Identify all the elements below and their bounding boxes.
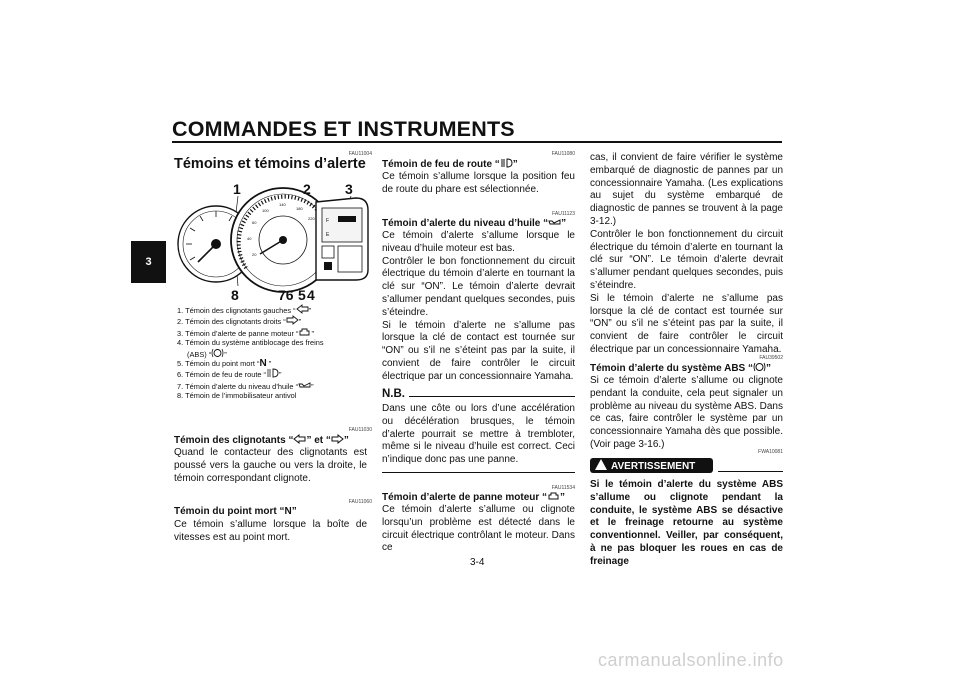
high-beam-icon xyxy=(266,368,279,378)
figure-callout-4: 4 xyxy=(307,287,315,303)
legend-item: 6. Témoin de feu de route “ ” xyxy=(177,370,282,380)
oil-level-icon xyxy=(548,217,561,227)
svg-text:60: 60 xyxy=(252,220,257,225)
right-arrow-icon xyxy=(331,434,344,444)
figure-callout-5: 5 xyxy=(298,287,306,303)
abs-title: Témoin d’alerte du système ABS “ ” xyxy=(590,363,772,374)
turn-signal-title: Témoin des clignotants “ ” et “ ” xyxy=(174,435,349,446)
abs-text: Si ce témoin d’alerte s’allume ou clignote pendant la conduite, cela peut signaler un problème au niveau du système ABS. Dans ce cas, faire contrôler le système par un concessionnaire Yamaha dès que possible. (Voir page 3-16.) xyxy=(590,375,783,450)
svg-text:20: 20 xyxy=(252,252,257,257)
note-label: N.B. xyxy=(382,388,405,400)
legend-item: 3. Témoin d’alerte de panne moteur “ ” xyxy=(177,328,314,338)
oil-level-title: Témoin d’alerte du niveau d’huile “ ” xyxy=(382,218,567,229)
chapter-tab: 3 xyxy=(131,241,166,283)
warning-label-box: AVERTISSEMENT xyxy=(590,458,713,473)
warning-text: Si le témoin d’alerte du système ABS s’allume ou clignote pendant la conduite, le système ABS se désactive et le freinage retourne au système conventionnel. Veiller, par conséquent, à ne pas bloquer les roues en cas de freinage xyxy=(590,479,783,567)
ref-code: FAU11123 xyxy=(552,211,575,217)
ref-code: FAU11534 xyxy=(551,485,575,491)
abs-icon xyxy=(211,348,224,358)
high-beam-title: Témoin de feu de route “ ” xyxy=(382,159,518,170)
neutral-icon: N xyxy=(259,358,267,370)
legend-item: 8. Témoin de l’immobilisateur antivol xyxy=(177,391,297,401)
right-arrow-icon xyxy=(286,315,299,325)
engine-trouble-title: Témoin d’alerte de panne moteur “ ” xyxy=(382,492,566,503)
high-beam-text: Ce témoin s’allume lorsque la position feu de route du phare est sélectionnée. xyxy=(382,171,575,195)
page-number: 3-4 xyxy=(470,557,485,568)
ref-code: FAU39502 xyxy=(759,355,783,361)
header-rule xyxy=(172,141,782,143)
ref-code: FWA10081 xyxy=(758,449,783,455)
engine-trouble-text-continued: cas, il convient de faire vérifier le système embarqué de diagnostic de pannes par un concessionnaire Yamaha. (Les explications au sujet du système embarqué de diagnostic de pannes se trouvent à la page 3-12.) Contrôler le bon fonctionnement du circuit électrique du témoin d’alerte en tournant la clé sur “ON”. Le témoin d’alerte devrait s’allumer pendant quelques secondes, puis s’éteindre. Si le témoin d’alerte ne s’allume pas lorsque la clé de contact est tournée sur “ON” ou s’il ne s’éteint pas par la suite, il convient de faire contrôler le circuit électrique par un concessionnaire Yamaha. xyxy=(590,152,783,355)
figure-callout-2: 2 xyxy=(303,181,311,197)
engine-icon xyxy=(298,327,311,337)
page-header-title: COMMANDES ET INSTRUMENTS xyxy=(172,117,515,141)
warning-triangle-icon xyxy=(595,459,607,470)
neutral-title: Témoin du point mort “N” xyxy=(174,506,297,517)
svg-text:E: E xyxy=(326,232,330,238)
svg-text:100: 100 xyxy=(262,208,269,213)
section-title: Témoins et témoins d’alerte xyxy=(174,156,366,172)
legend-item: 2. Témoin des clignotants droits “ ” xyxy=(177,317,302,327)
svg-text:180: 180 xyxy=(296,206,303,211)
left-arrow-icon xyxy=(296,304,309,314)
warning-rule xyxy=(718,471,783,472)
note-box xyxy=(382,388,575,473)
ref-code: FAU11060 xyxy=(348,499,372,505)
ref-code: FAU11004 xyxy=(348,151,372,157)
svg-text:F: F xyxy=(326,218,330,224)
svg-text:140: 140 xyxy=(279,202,286,207)
ref-code: FAU11030 xyxy=(348,427,372,433)
engine-trouble-text: Ce témoin d’alerte s’allume ou clignote lorsqu’un problème est détecté dans le circuit électrique contrôlant le moteur. Dans ce xyxy=(382,504,575,554)
figure-callout-76: 76 xyxy=(278,287,294,303)
neutral-text: Ce témoin s’allume lorsque la boîte de vitesses est au point mort. xyxy=(174,519,367,543)
note-text: Dans une côte ou lors d’une accélération ou décélération brusques, le témoin d’alerte pourrait se mettre à trembloter, même si le niveau d’huile est correct. Ceci n’indique donc pas une panne. xyxy=(382,403,575,466)
svg-text:220: 220 xyxy=(308,216,315,221)
neutral-icon: N xyxy=(284,506,292,517)
turn-signal-text: Quand le contacteur des clignotants est poussé vers la gauche ou vers la droite, le témoin correspondant clignote. xyxy=(174,447,367,484)
figure-callout-3: 3 xyxy=(345,181,353,197)
legend-item: 1. Témoin des clignotants gauches “ ” xyxy=(177,306,312,315)
oil-level-icon xyxy=(298,380,311,390)
engine-icon xyxy=(547,491,560,501)
legend-item: (ABS) “ ” xyxy=(187,349,227,359)
svg-text:40: 40 xyxy=(247,236,252,241)
figure-callout-8: 8 xyxy=(231,287,239,303)
legend-item: 5. Témoin du point mort “N ” xyxy=(177,358,272,370)
instrument-cluster-figure xyxy=(176,182,372,300)
watermark: carmanualsonline.info xyxy=(598,650,784,670)
legend-item: 4. Témoin du système antiblocage des freins xyxy=(177,338,324,348)
ref-code: FAU11080 xyxy=(551,151,575,157)
high-beam-icon xyxy=(500,158,513,168)
oil-level-text: Ce témoin d’alerte s’allume lorsque le niveau d’huile moteur est bas. Contrôler le bon fonctionnement du circuit électrique du témoin d’alerte en tournant la clé sur “ON”. Le témoin d’alerte devrait s’allumer pendant quelques secondes, puis s’éteindre. Si le témoin d’alerte ne s’allume pas lorsque la clé de contact est tournée sur “ON” ou s’il ne s’éteint pas par la suite, il convient de faire contrôler le circuit électrique par un concessionnaire Yamaha. xyxy=(382,230,575,382)
legend-item: 7. Témoin d’alerte du niveau d’huile “ ” xyxy=(177,381,314,391)
figure-legend xyxy=(177,304,372,401)
left-arrow-icon xyxy=(293,434,306,444)
abs-icon xyxy=(753,362,766,372)
figure-callout-1: 1 xyxy=(233,181,241,197)
